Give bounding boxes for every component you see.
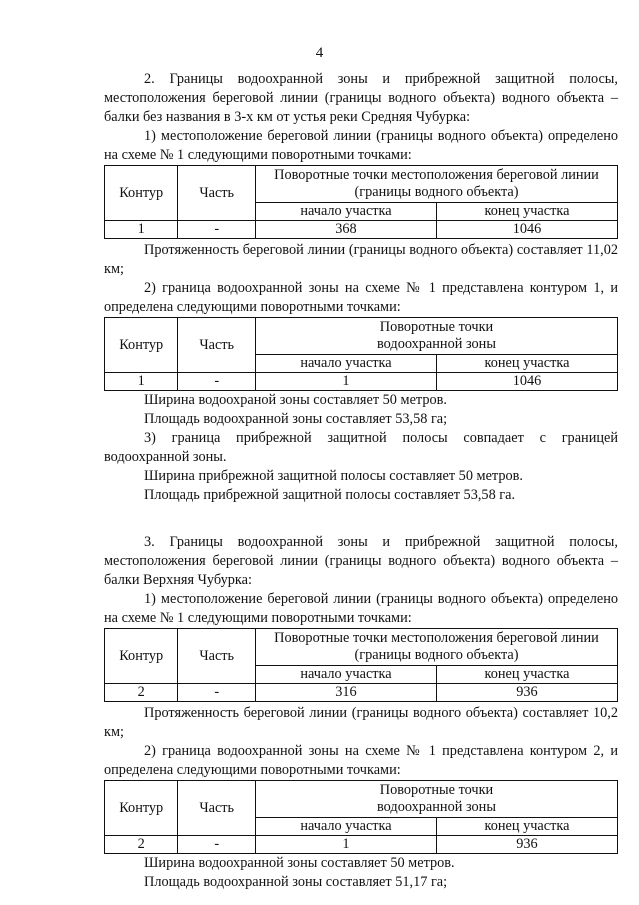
cell-kontur: 2 bbox=[105, 836, 178, 854]
col-start: начало участка bbox=[255, 666, 436, 684]
table-row bbox=[105, 221, 618, 239]
col-chast: Часть bbox=[178, 629, 256, 684]
col-start: начало участка bbox=[255, 818, 436, 836]
cell-kontur: 2 bbox=[105, 684, 178, 702]
col-points: Поворотные точки водоохранной зоны bbox=[255, 318, 617, 355]
cell-start: 368 bbox=[255, 221, 436, 239]
section2-item2: 2) граница водоохранной зоны на схеме № 1 представлена контуром 1, и определена следующими поворотными точками: bbox=[104, 280, 618, 315]
cell-end: 1046 bbox=[436, 221, 617, 239]
section3-zone-table bbox=[104, 780, 618, 854]
table-row bbox=[105, 684, 618, 702]
section2-shoreline-table bbox=[104, 165, 618, 239]
section2-zone-table bbox=[104, 317, 618, 391]
cell-kontur: 1 bbox=[105, 373, 178, 391]
cell-end: 936 bbox=[436, 836, 617, 854]
section2-item1: 1) местоположение береговой линии (границы водного объекта) определено на схеме № 1 следующими поворотными точками: bbox=[104, 128, 618, 163]
section2-width-zone: Ширина водоохраной зоны составляет 50 метров. bbox=[144, 392, 447, 408]
col-chast: Часть bbox=[178, 166, 256, 221]
col-chast: Часть bbox=[178, 318, 256, 373]
cell-chast: - bbox=[178, 373, 256, 391]
section2-heading: 2. Границы водоохранной зоны и прибрежной защитной полосы, местоположения береговой линии (границы водного объекта) водного объекта – балки без названия в 3-х км от устья реки Средняя Чубурка: bbox=[104, 71, 618, 125]
page-number: 4 bbox=[315, 45, 324, 61]
col-points: Поворотные точки местоположения береговой линии (границы водного объекта) bbox=[255, 629, 617, 666]
section2-item3: 3) граница прибрежной защитной полосы совпадает с границей водоохранной зоны. bbox=[104, 430, 618, 465]
cell-chast: - bbox=[178, 836, 256, 854]
table-row bbox=[105, 373, 618, 391]
section2-length: Протяженность береговой линии (границы водного объекта) составляет 11,02 км; bbox=[104, 242, 618, 277]
section3-area-zone: Площадь водоохранной зоны составляет 51,17 га; bbox=[144, 874, 448, 890]
col-points: Поворотные точки водоохранной зоны bbox=[255, 781, 617, 818]
col-kontur: Контур bbox=[105, 781, 178, 836]
cell-chast: - bbox=[178, 221, 256, 239]
cell-start: 1 bbox=[255, 373, 436, 391]
section3-item2: 2) граница водоохранной зоны на схеме № 1 представлена контуром 2, и определена следующими поворотными точками: bbox=[104, 743, 618, 778]
col-end: конец участка bbox=[436, 666, 617, 684]
cell-start: 1 bbox=[255, 836, 436, 854]
col-chast: Часть bbox=[178, 781, 256, 836]
section3-width-zone: Ширина водоохранной зоны составляет 50 метров. bbox=[144, 855, 455, 871]
cell-end: 936 bbox=[436, 684, 617, 702]
cell-end: 1046 bbox=[436, 373, 617, 391]
col-start: начало участка bbox=[255, 203, 436, 221]
cell-start: 316 bbox=[255, 684, 436, 702]
section2-area-zone: Площадь водоохранной зоны составляет 53,58 га; bbox=[144, 411, 448, 427]
col-kontur: Контур bbox=[105, 318, 178, 373]
cell-kontur: 1 bbox=[105, 221, 178, 239]
col-start: начало участка bbox=[255, 355, 436, 373]
document-body bbox=[104, 70, 618, 892]
section3-heading: 3. Границы водоохранной зоны и прибрежной защитной полосы, местоположения береговой линии (границы водного объекта) водного объекта – балки Верхняя Чубурка: bbox=[104, 534, 618, 588]
section3-item1: 1) местоположение береговой линии (границы водного объекта) определено на схеме № 1 следующими поворотными точками: bbox=[104, 591, 618, 626]
col-end: конец участка bbox=[436, 818, 617, 836]
cell-chast: - bbox=[178, 684, 256, 702]
col-points: Поворотные точки местоположения береговой линии (границы водного объекта) bbox=[255, 166, 617, 203]
col-kontur: Контур bbox=[105, 166, 178, 221]
col-end: конец участка bbox=[436, 355, 617, 373]
section2-width-strip: Ширина прибрежной защитной полосы составляет 50 метров. bbox=[144, 468, 523, 484]
section3-length: Протяженность береговой линии (границы водного объекта) составляет 10,2 км; bbox=[104, 705, 618, 740]
section2-area-strip: Площадь прибрежной защитной полосы составляет 53,58 га. bbox=[144, 487, 516, 503]
col-kontur: Контур bbox=[105, 629, 178, 684]
table-row bbox=[105, 836, 618, 854]
col-end: конец участка bbox=[436, 203, 617, 221]
section3-shoreline-table bbox=[104, 628, 618, 702]
